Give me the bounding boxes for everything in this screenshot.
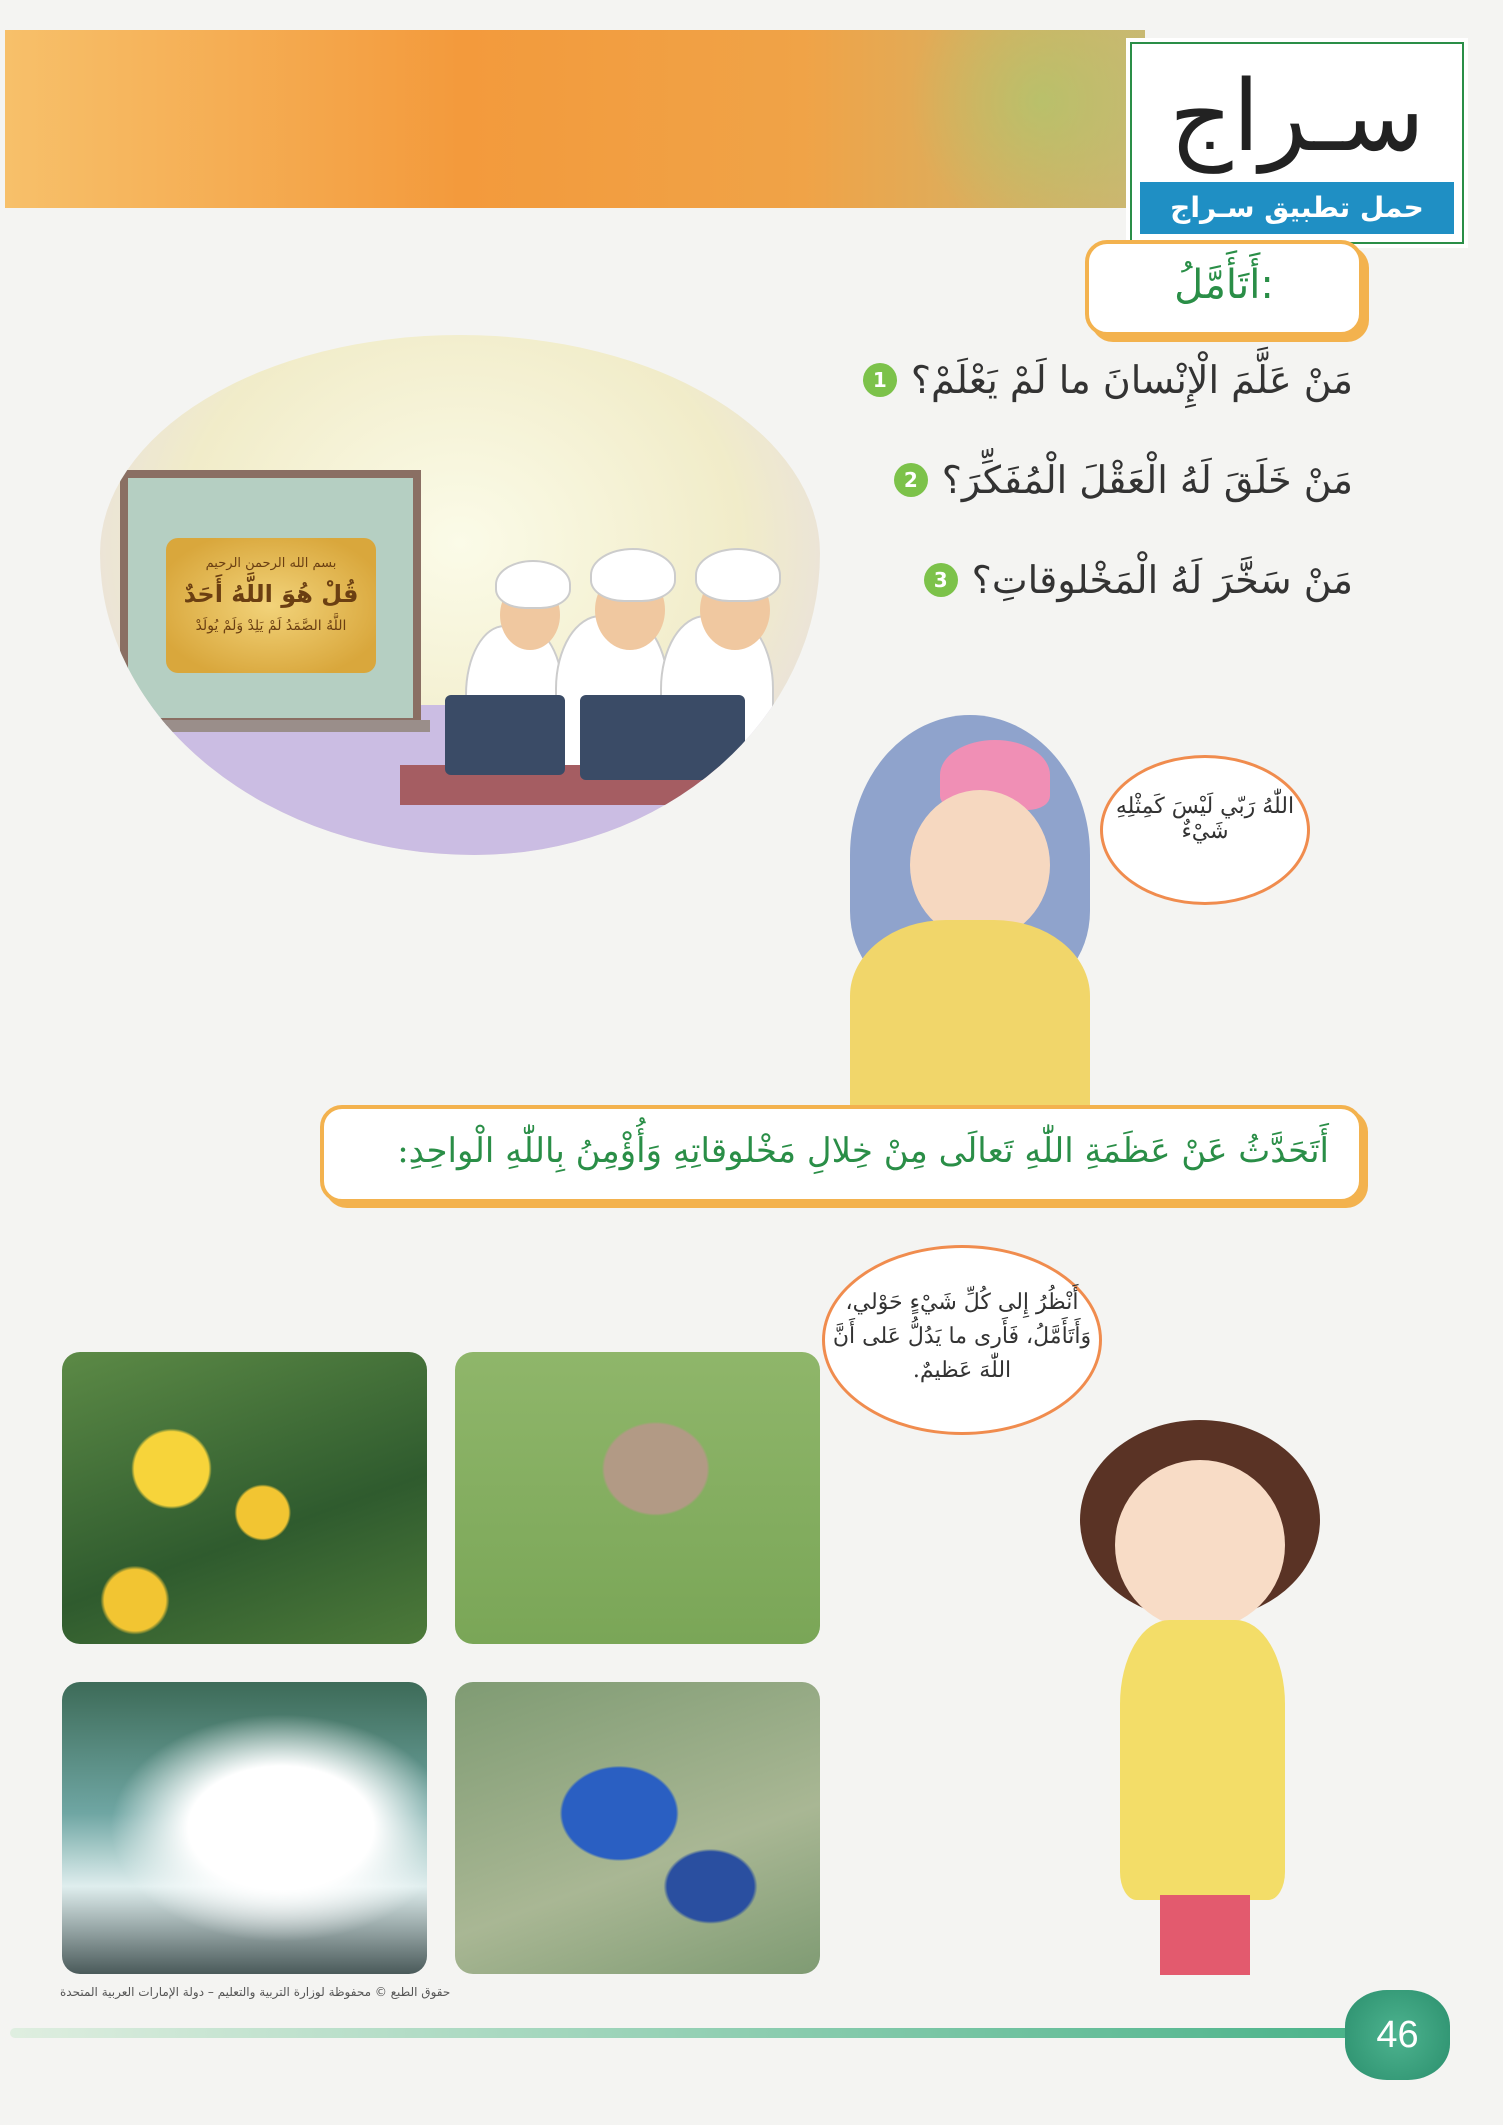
question-text: مَنْ خَلَقَ لَهُ الْعَقْلَ الْمُفَكِّرَ؟: [941, 458, 1353, 502]
scroll-line-2: اللَّهُ الصَّمَدُ لَمْ يَلِدْ وَلَمْ يُولَدْ: [195, 618, 347, 634]
siraj-app-label: حمل تطبيق سـراج: [1140, 182, 1454, 234]
section-title: أَتَأَمَّلُ:: [1174, 262, 1274, 308]
instruction-banner: [320, 1105, 1363, 1203]
section-header: [1085, 240, 1363, 336]
waterfall-photo: [62, 1682, 427, 1974]
laptop: [580, 695, 745, 780]
question-item: [863, 345, 1353, 415]
bluebird-photo: [455, 1682, 820, 1974]
question-text: مَنْ عَلَّمَ الْإِنْسانَ ما لَمْ يَعْلَمْ؟: [910, 358, 1353, 402]
laptop: [445, 695, 565, 775]
quran-frame: [120, 470, 421, 726]
copyright-notice: حقوق الطبع © محفوظة لوزارة التربية والتعليم – دولة الإمارات العربية المتحدة: [60, 1985, 451, 1999]
question-item: [894, 445, 1353, 515]
question-number: 2: [894, 463, 928, 497]
speech-bubble-text: أَنْظُرُ إِلى كُلِّ شَيْءٍ حَوْلي، وَأَتَأَمَّلُ، فَأَرى ما يَدُلُّ عَلى أَنَّ اللّٰهَ عَظيمٌ.: [832, 1290, 1092, 1383]
speech-bubble: [822, 1245, 1102, 1435]
kangaroo-photo: [455, 1352, 820, 1644]
quran-scroll: [166, 538, 376, 673]
scroll-basmala: بسم الله الرحمن الرحيم: [205, 556, 337, 571]
footer-divider: [10, 2028, 1350, 2038]
question-number: 3: [924, 563, 958, 597]
classroom-illustration: [100, 335, 820, 855]
page-number: 46: [1345, 1990, 1450, 2080]
question-item: [924, 545, 1353, 615]
flower-photo: [62, 1352, 427, 1644]
scroll-line-1: قُلْ هُوَ اللَّهُ أَحَدٌ: [183, 580, 359, 608]
speech-bubble: [1100, 755, 1310, 905]
top-banner: [5, 30, 1145, 208]
question-number: 1: [863, 363, 897, 397]
question-text: مَنْ سَخَّرَ لَهُ الْمَخْلوقاتِ؟: [971, 558, 1353, 602]
siraj-logo[interactable]: [1130, 42, 1464, 244]
siraj-logo-word: سـراج: [1169, 60, 1425, 174]
instruction-text: أَتَحَدَّثُ عَنْ عَظَمَةِ اللّٰهِ تَعالَى مِنْ خِلالِ مَخْلوقاتِهِ وَأُؤْمِنُ بِاللّٰهِ الْواحِدِ:: [397, 1131, 1329, 1171]
speech-bubble-text: اللّٰهُ رَبّي لَيْسَ كَمِثْلِهِ شَيْءٌ: [1115, 794, 1295, 844]
